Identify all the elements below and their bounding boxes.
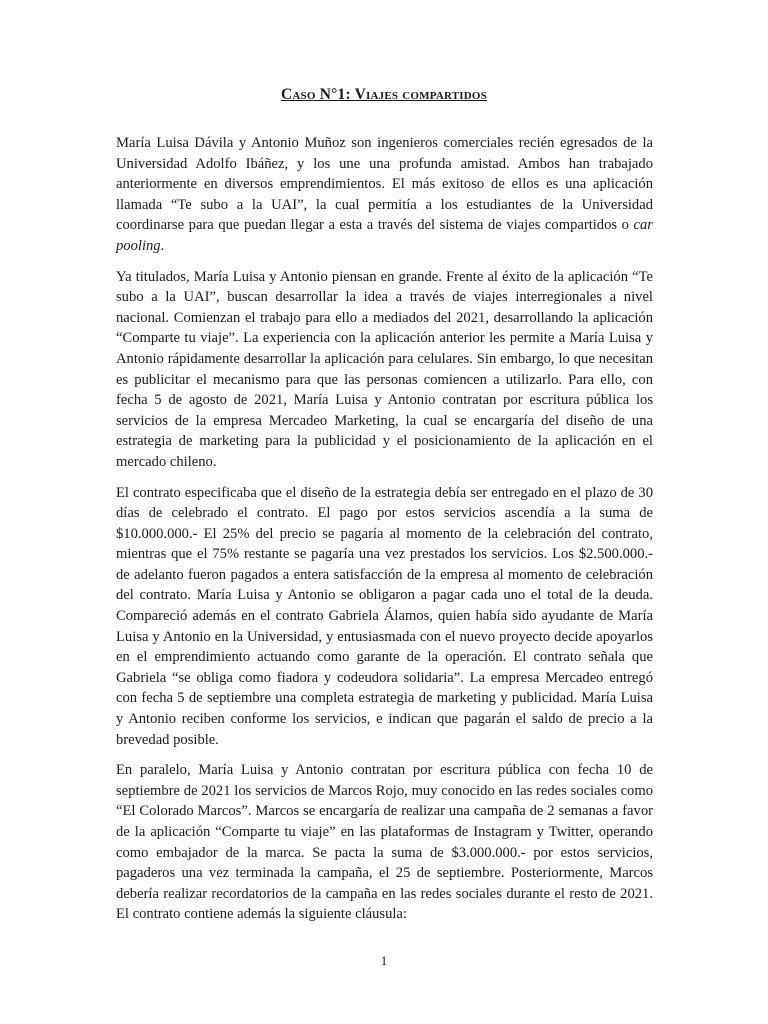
paragraph-3: El contrato especificaba que el diseño de la estrategia debía ser entregado en el plazo de 30 días de celebrado el contrato. El pago por estos servicios ascendía a la suma de $10.000.000.- El 25% del precio se pagaría al momento de la celebración del contrato, mientras que el 75% restante se pagaría una vez prestados los servicios. Los $2.500.000.- de adelanto fueron pagados a entera satisfacción de la empresa al momento de celebración del contrato. María Luisa y Antonio se obligaron a pagar cada uno el total de la deuda. Compareció además en el contrato Gabriela Álamos, quien había sido ayudante de María Luisa y Antonio en la Universidad, y entusiasmada con el nuevo proyecto decide apoyarlos en el emprendimiento actuando como garante de la operación. El contrato señala que Gabriela “se obliga como fiadora y codeudora solidaria”. La empresa Mercadeo entregó con fecha 5 de septiembre una completa estrategia de marketing y publicidad. María Luisa y Antonio reciben conforme los servicios, e indican que pagarán el saldo de precio a la brevedad posible.	[116, 484, 653, 748]
paragraph-4: En paralelo, María Luisa y Antonio contratan por escritura pública con fecha 10 de septiembre de 2021 los servicios de Marcos Rojo, muy conocido en las redes sociales como “El Colorado Marcos”. Marcos se encargaría de realizar una campaña de 2 semanas a favor de la aplicación “Comparte tu viaje” en las plataformas de Instagram y Twitter, operando como embajador de la marca. Se pacta la suma de $3.000.000.- por estos servicios, pagaderos una vez terminada la campaña, el 25 de septiembre. Posteriormente, Marcos debería realizar recordatorios de la campaña en las redes sociales durante el resto de 2021. El contrato contiene además la siguiente cláusula:	[116, 762, 653, 923]
paragraph-1-text: María Luisa Dávila y Antonio Muñoz son ingenieros comerciales recién egresados de la Universidad Adolfo Ibáñez, y los une una profunda amistad. Ambos han trabajado anteriormente en diversos emprendimientos. El más exitoso de ellos es una aplicación llamada “Te subo a la UAI”, la cual permitía a los estudiantes de la Universidad coordinarse para que puedan llegar a esta a través del sistema de viajes compartidos o	[116, 135, 653, 234]
paragraph-1-tail: .	[160, 237, 165, 254]
page-number: 1	[380, 953, 388, 968]
paragraph-1	[116, 133, 653, 257]
document-body	[116, 133, 653, 935]
document-title: Caso N°1: Viajes compartidos	[281, 86, 487, 103]
paragraph-1-italic-term: car pooling	[116, 217, 653, 254]
paragraph-2: Ya titulados, María Luisa y Antonio piensan en grande. Frente al éxito de la aplicación “Te subo a la UAI”, buscan desarrollar la idea a través de viajes interregionales a nivel nacional. Comienzan el trabajo para ello a mediados del 2021, desarrollando la aplicación “Comparte tu viaje”. La experiencia con la aplicación anterior les permite a María Luisa y Antonio rápidamente desarrollar la aplicación para celulares. Sin embargo, lo que necesitan es publicitar el mecanismo para que las personas comiencen a utilizarlo. Para ello, con fecha 5 de agosto de 2021, María Luisa y Antonio contratan por escritura pública los servicios de la empresa Mercadeo Marketing, la cual se encargaría del diseño de una estrategia de marketing para la publicidad y el posicionamiento de la aplicación en el mercado chileno.	[116, 268, 653, 470]
